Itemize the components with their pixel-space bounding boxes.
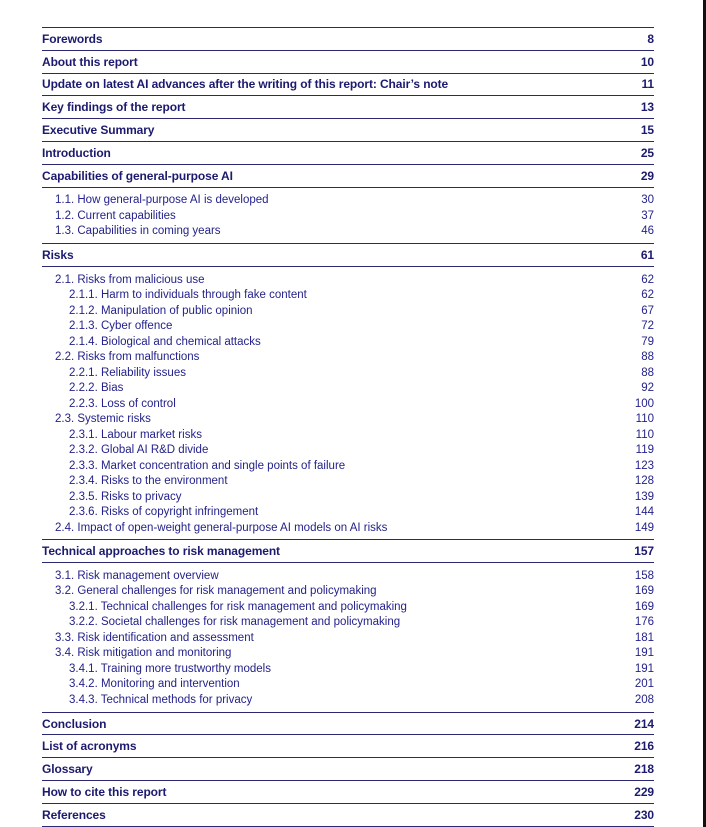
toc-subsection-title: 1.3. Capabilities in coming years [55,225,221,238]
toc-subsection-entry[interactable] [42,646,654,662]
toc-subsection-entry[interactable] [42,677,654,693]
toc-subsection-title: 3.4.2. Monitoring and intervention [69,678,240,691]
toc-subsection-entry[interactable] [42,520,654,536]
toc-subsection-entry[interactable] [42,615,654,631]
toc-subsection-entry[interactable] [42,193,654,209]
toc-section-title: Conclusion [42,716,107,731]
toc-subsection-entry[interactable] [42,661,654,677]
toc-subsection-title: 1.2. Current capabilities [55,209,176,222]
toc-subsection-entry[interactable] [42,224,654,240]
toc-page-number: 29 [640,168,654,183]
toc-section-title: Glossary [42,762,93,777]
toc-section-title: Technical approaches to risk management [42,544,280,559]
toc-page-number: 218 [634,762,654,777]
toc-subsection-entry[interactable] [42,584,654,600]
toc-page-number: 201 [634,678,654,691]
toc-section-entry[interactable] [42,758,654,781]
toc-subsection-entry[interactable] [42,272,654,288]
toc-subsection-title: 1.1. How general-purpose AI is developed [55,194,269,207]
toc-page-number: 67 [641,304,654,317]
toc-page-number: 61 [640,247,654,262]
toc-section-entry[interactable] [42,96,654,119]
toc-section-entry[interactable] [42,165,654,188]
toc-subsection-title: 2.3. Systemic risks [55,413,151,426]
toc-subsection-title: 2.3.2. Global AI R&D divide [69,444,209,457]
toc-page-number: 214 [634,716,654,731]
toc-page-number: 88 [641,351,654,364]
toc-subsection-title: 3.2.2. Societal challenges for risk management and policymaking [69,616,401,629]
toc-subsection-title: 3.1. Risk management overview [55,569,219,582]
toc-subsection-entry[interactable] [42,396,654,412]
toc-section-title: Introduction [42,145,111,160]
toc-page-number: 30 [641,194,654,207]
toc-section-entry[interactable] [42,540,654,563]
toc-subsection-entry[interactable] [42,380,654,396]
toc-page-number: 79 [641,335,654,348]
toc-subsection-entry[interactable] [42,287,654,303]
toc-subsection-title: 2.2.3. Loss of control [69,397,176,410]
toc-subsection-title: 2.1. Risks from malicious use [55,273,205,286]
toc-page-number: 10 [640,54,654,69]
toc-subsection-entry[interactable] [42,349,654,365]
toc-subsection-title: 2.1.1. Harm to individuals through fake content [69,289,307,302]
toc-subsection-entry[interactable] [42,630,654,646]
toc-subsection-title: 3.4.1. Training more trustworthy models [69,662,271,675]
toc-section-title: Forewords [42,31,103,46]
toc-page-number: 158 [634,569,654,582]
toc-subsection-title: 3.3. Risk identification and assessment [55,631,254,644]
toc-section-title: Update on latest AI advances after the writing of this report: Chair’s note [42,77,449,92]
toc-section-entry[interactable] [42,74,654,97]
toc-subsection-title: 3.4. Risk mitigation and monitoring [55,647,232,660]
toc-subsection-title: 3.2. General challenges for risk management and policymaking [55,585,377,598]
toc-page-number: 37 [641,209,654,222]
toc-subsection-entry[interactable] [42,365,654,381]
toc-subsection-entry[interactable] [42,427,654,443]
toc-subsection-title: 2.1.4. Biological and chemical attacks [69,335,261,348]
toc-page-number: 191 [634,662,654,675]
toc-page-number: 13 [640,100,654,115]
toc-page-number: 144 [634,506,654,519]
toc-subsection-title: 2.2. Risks from malfunctions [55,351,200,364]
toc-page-number: 128 [634,475,654,488]
toc-subsection-title: 2.2.2. Bias [69,382,124,395]
toc-subsection-title: 2.3.6. Risks of copyright infringement [69,506,259,519]
toc-page-number: 176 [634,616,654,629]
toc-section-entry[interactable] [42,781,654,804]
table-of-contents [42,27,654,827]
toc-subsection-title: 3.4.3. Technical methods for privacy [69,693,253,706]
toc-subsection-entry[interactable] [42,473,654,489]
toc-subsection-entry[interactable] [42,458,654,474]
toc-subsection-entry[interactable] [42,568,654,584]
toc-page-number: 8 [647,31,654,46]
toc-page-number: 149 [634,521,654,534]
toc-subsection-list [42,563,654,713]
toc-page-number: 110 [635,428,654,441]
toc-page-number: 62 [641,289,654,302]
toc-section-entry[interactable] [42,244,654,267]
toc-section-title: Executive Summary [42,123,155,138]
toc-page-number: 169 [634,600,654,613]
toc-subsection-title: 2.3.4. Risks to the environment [69,475,228,488]
toc-subsection-title: 2.4. Impact of open-weight general-purpose AI models on AI risks [55,521,388,534]
toc-subsection-entry[interactable] [42,442,654,458]
toc-subsection-title: 2.3.1. Labour market risks [69,428,202,441]
toc-section-title: References [42,807,106,822]
toc-subsection-entry[interactable] [42,692,654,708]
toc-section-title: List of acronyms [42,739,137,754]
toc-subsection-title: 2.3.3. Market concentration and single points of failure [69,459,346,472]
toc-section-entry[interactable] [42,804,654,827]
toc-section-title: Capabilities of general-purpose AI [42,168,233,183]
toc-page-number: 46 [641,225,654,238]
toc-page-number: 92 [641,382,654,395]
toc-page-number: 25 [640,145,654,160]
toc-page-number: 181 [634,631,654,644]
toc-page-number: 157 [634,544,654,559]
toc-subsection-list [42,188,654,245]
toc-page-number: 11 [641,77,654,92]
toc-section-entry[interactable] [42,142,654,165]
toc-subsection-title: 3.2.1. Technical challenges for risk management and policymaking [69,600,407,613]
toc-subsection-entry[interactable] [42,208,654,224]
toc-subsection-entry[interactable] [42,411,654,427]
toc-section-entry[interactable] [42,51,654,74]
toc-page-number: 191 [634,647,654,660]
toc-page-number: 62 [641,273,654,286]
toc-page-number: 139 [634,490,654,503]
toc-section-title: Risks [42,247,74,262]
toc-subsection-entry[interactable] [42,334,654,350]
toc-page-number: 216 [634,739,654,754]
toc-subsection-entry[interactable] [42,489,654,505]
toc-section-entry[interactable] [42,28,654,51]
toc-subsection-entry[interactable] [42,504,654,520]
toc-page-number: 119 [635,444,654,457]
toc-section-title: Key findings of the report [42,100,186,115]
toc-page-number: 208 [634,693,654,706]
toc-subsection-title: 2.1.2. Manipulation of public opinion [69,304,253,317]
toc-page-number: 100 [634,397,654,410]
toc-page-number: 72 [641,320,654,333]
toc-subsection-list [42,267,654,541]
toc-section-title: How to cite this report [42,784,167,799]
toc-subsection-entry[interactable] [42,599,654,615]
toc-section-entry[interactable] [42,119,654,142]
toc-subsection-title: 2.1.3. Cyber offence [69,320,173,333]
toc-subsection-entry[interactable] [42,318,654,334]
toc-page-number: 229 [634,784,654,799]
toc-section-entry[interactable] [42,735,654,758]
toc-page-number: 123 [634,459,654,472]
toc-section-entry[interactable] [42,713,654,736]
toc-page-number: 15 [640,123,654,138]
toc-section-title: About this report [42,54,138,69]
toc-subsection-title: 2.2.1. Reliability issues [69,366,186,379]
toc-page-number: 169 [634,585,654,598]
toc-page-number: 88 [641,366,654,379]
toc-subsection-entry[interactable] [42,303,654,319]
toc-page-number: 110 [635,413,654,426]
toc-page-number: 230 [634,807,654,822]
toc-subsection-title: 2.3.5. Risks to privacy [69,490,182,503]
